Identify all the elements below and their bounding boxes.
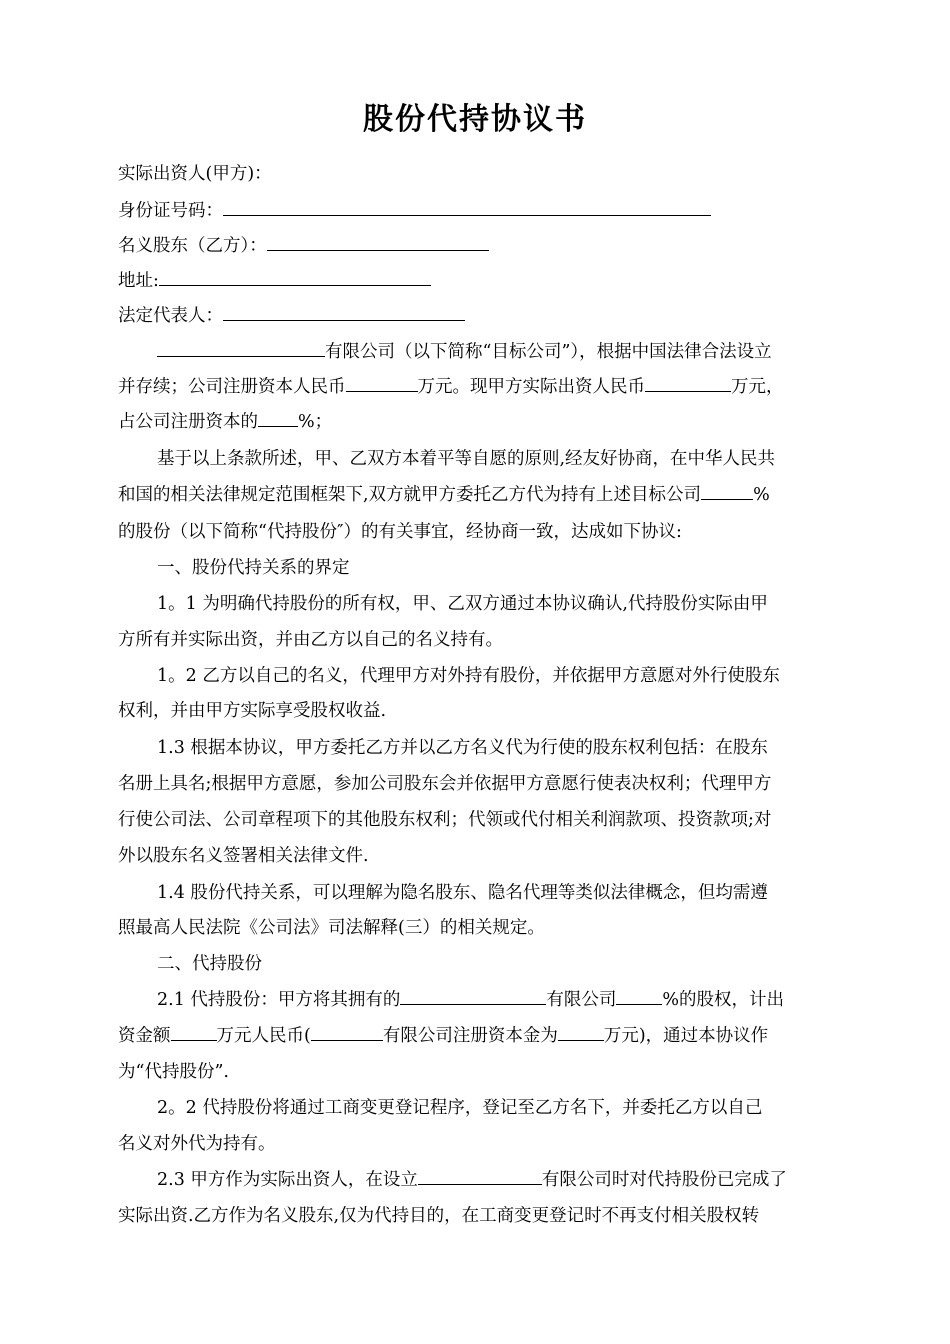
percent-blank <box>258 409 298 427</box>
preamble-line: 的股份（以下简称“代持股份″）的有关事宜，经协商一致，达成如下协议: <box>118 522 682 542</box>
share-percent-blank <box>701 482 753 500</box>
preamble-line <box>118 408 840 433</box>
clause-line: 为“代持股份”. <box>118 1062 229 1082</box>
clause-line: 1。1 为明确代持股份的所有权，甲、乙双方通过本协议确认,代持股份实际由甲 <box>157 594 768 614</box>
preamble-text: 有限公司（以下简称“目标公司”），根据中国法律合法设立 <box>325 342 772 362</box>
clause-text: 万元人民币( <box>216 1026 311 1046</box>
nominee-label: 名义股东（乙方）： <box>118 236 267 256</box>
clause-line: 1.4 股份代持关系，可以理解为隐名股东、隐名代理等类似法律概念，但均需遵 <box>157 883 768 903</box>
nominee-field <box>118 232 840 257</box>
clause-line: 1.3 根据本协议，甲方委托乙方并以乙方名义代为行使的股东权利包括：在股东 <box>157 738 768 758</box>
preamble-text: 万元， <box>731 377 784 397</box>
clause-text: 2.3 甲方作为实际出资人，在设立 <box>157 1170 418 1190</box>
percent-blank <box>616 987 662 1005</box>
clause-text: 有限公司时对代持股份已完成了 <box>541 1170 787 1190</box>
id-number-field <box>118 197 840 222</box>
clause-text: 资金额 <box>118 1026 171 1046</box>
clause-text: 2.1 代持股份：甲方将其拥有的 <box>157 990 401 1010</box>
clause-line: 实际出资.乙方作为名义股东,仅为代持目的，在工商变更登记时不再支付相关股权转 <box>118 1206 760 1226</box>
address-label: 地址: <box>118 271 159 291</box>
clause-line <box>118 1022 840 1047</box>
preamble-line <box>118 481 840 506</box>
address-blank <box>159 268 431 286</box>
clause-line <box>157 986 840 1011</box>
preamble-text: 万元。现甲方实际出资人民币 <box>417 377 645 397</box>
clause-text: 万元)，通过本协议作 <box>603 1026 769 1046</box>
clause-line: 照最高人民法院《公司法》司法解释(三）的相关规定。 <box>118 918 545 938</box>
legal-rep-label: 法定代表人： <box>118 306 223 326</box>
preamble-line <box>118 373 840 398</box>
clause-text: %的股权，计出 <box>662 990 785 1010</box>
company-blank <box>400 987 546 1005</box>
clause-line <box>157 1166 840 1191</box>
legal-rep-blank <box>223 303 465 321</box>
clause-text: 有限公司注册资本金为 <box>382 1026 558 1046</box>
nominee-blank <box>267 233 489 251</box>
preamble-text: 和国的相关法律规定范围框架下,双方就甲方委托乙方代为持有上述目标公司 <box>118 485 702 505</box>
clause-line: 1。2 乙方以自己的名义，代理甲方对外持有股份，并依据甲方意愿对外行使股东 <box>157 666 780 686</box>
preamble-line <box>157 338 840 363</box>
preamble-text: %； <box>298 412 333 432</box>
investor-field <box>118 160 840 185</box>
id-number-label: 身份证号码： <box>118 201 223 221</box>
legal-rep-field <box>118 302 840 327</box>
company-blank <box>418 1167 542 1185</box>
address-field <box>118 267 840 292</box>
clause-line: 外以股东名义签署相关法律文件. <box>118 846 369 866</box>
company-blank <box>157 339 325 357</box>
clause-line: 2。2 代持股份将通过工商变更登记程序，登记至乙方名下，并委托乙方以自己 <box>157 1098 763 1118</box>
preamble-line: 基于以上条款所述，甲、乙双方本着平等自愿的原则,经友好协商，在中华人民共 <box>157 449 776 469</box>
preamble-text: % <box>753 485 770 505</box>
capital-blank <box>346 374 418 392</box>
preamble-text: 并存续；公司注册资本人民币 <box>118 377 346 397</box>
capital-blank <box>558 1023 604 1041</box>
clause-line: 方所有并实际出资，并由乙方以自己的名义持有。 <box>118 630 503 650</box>
preamble-text: 占公司注册资本的 <box>118 412 258 432</box>
section-heading: 一、股份代持关系的界定 <box>157 558 350 578</box>
document-title: 股份代持协议书 <box>363 102 587 137</box>
clause-line: 权利，并由甲方实际享受股权收益. <box>118 701 387 721</box>
company-blank <box>311 1023 383 1041</box>
clause-line: 名义对外代为持有。 <box>118 1134 276 1154</box>
id-number-blank <box>223 198 711 216</box>
clause-line: 行使公司法、公司章程项下的其他股东权利；代领或代付相关利润款项、投资款项;对 <box>118 810 772 830</box>
amount-blank <box>171 1023 217 1041</box>
section-heading: 二、代持股份 <box>157 954 262 974</box>
clause-line: 名册上具名;根据甲方意愿，参加公司股东会并依据甲方意愿行使表决权利；代理甲方 <box>118 774 772 794</box>
clause-text: 有限公司 <box>546 990 617 1010</box>
investor-label: 实际出资人(甲方)： <box>118 164 272 184</box>
investment-blank <box>645 374 731 392</box>
